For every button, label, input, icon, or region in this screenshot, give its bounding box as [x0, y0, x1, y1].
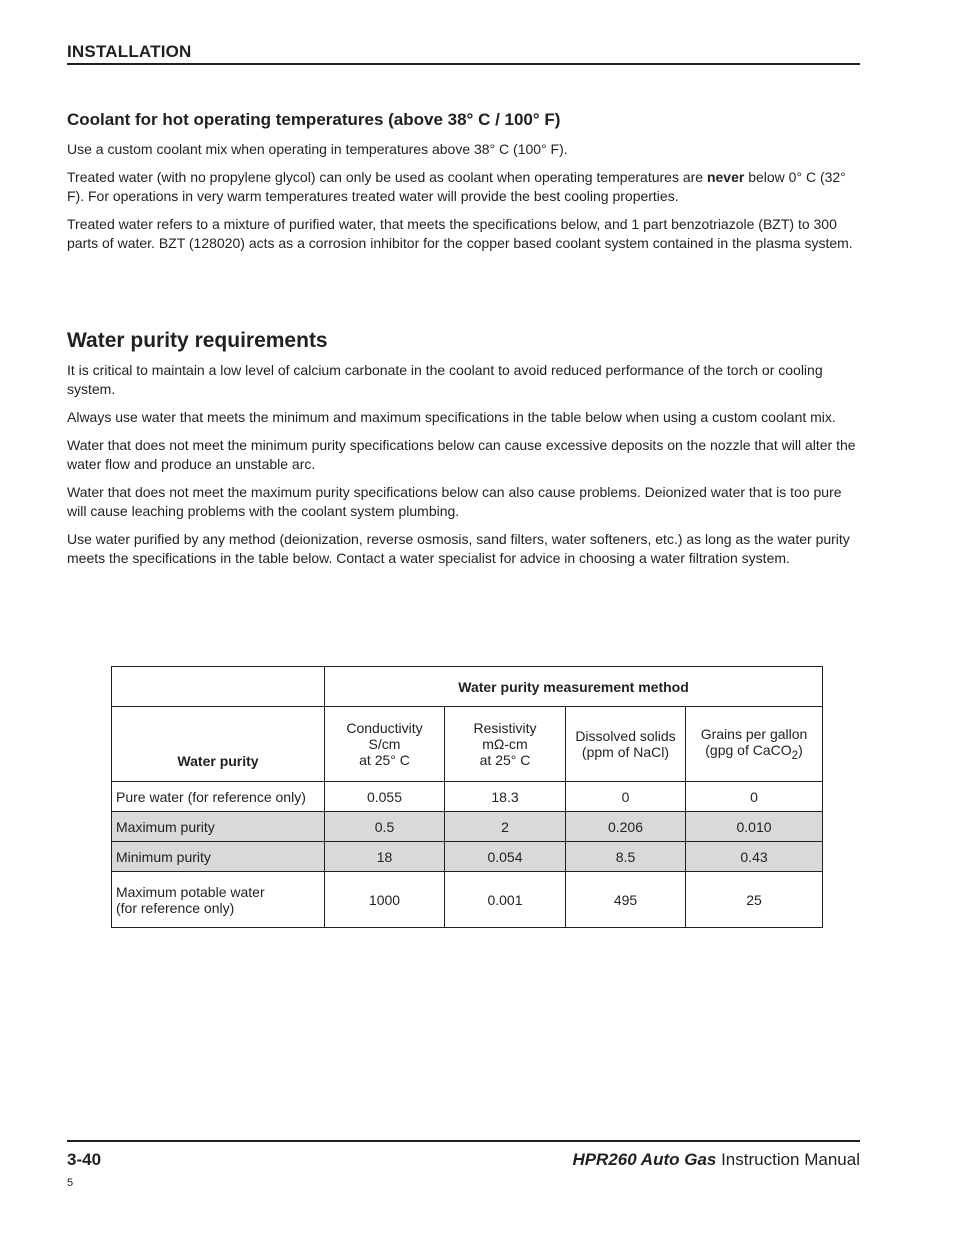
- row-label: [112, 872, 325, 928]
- product-name: HPR260 Auto Gas: [572, 1150, 717, 1169]
- table-row: [112, 782, 823, 812]
- purity-paragraph-2: Always use water that meets the minimum and maximum specifications in the table below when using a custom coolant mix.: [67, 409, 836, 425]
- coolant-paragraph-1: Use a custom coolant mix when operating in temperatures above 38° C (100° F).: [67, 141, 568, 157]
- resistivity-label: Resistivity: [473, 720, 537, 736]
- water-purity-row-header: Water purity: [112, 707, 325, 782]
- resistivity-header: [445, 707, 566, 782]
- row-label: Maximum purity: [112, 812, 325, 842]
- conductivity-unit: S/cm: [368, 736, 401, 752]
- cell-value: 0.001: [445, 872, 566, 928]
- cell-value: 2: [445, 812, 566, 842]
- cell-value: 8.5: [566, 842, 686, 872]
- empty-corner-cell: [112, 667, 325, 707]
- conductivity-header: [325, 707, 445, 782]
- coolant-p2-after: below 0° C (32° F). For operations in very warm temperatures treated water will provide the best cooling properties.: [67, 169, 846, 204]
- row-label-line-1: Maximum potable water: [116, 883, 265, 900]
- water-purity-heading: Water purity requirements: [67, 329, 328, 352]
- revision-number: 5: [67, 1177, 74, 1189]
- resistivity-temp: at 25° C: [479, 752, 531, 768]
- page-number: 3-40: [67, 1150, 102, 1169]
- coolant-heading: Coolant for hot operating temperatures (above 38° C / 100° F): [67, 110, 561, 129]
- purity-paragraph-4: Water that does not meet the maximum purity specifications below can also cause problems. Deionized water that is too pure will cause leaching problems with the coolant system plumbing.: [67, 484, 842, 519]
- dissolved-solids-unit: (ppm of NaCl): [581, 744, 670, 760]
- dissolved-solids-header: [566, 707, 686, 782]
- grains-unit: [690, 742, 818, 762]
- cell-value: 1000: [325, 872, 445, 928]
- water-purity-table: [111, 666, 823, 928]
- purity-paragraph-5: Use water purified by any method (deionization, reverse osmosis, sand filters, water softeners, etc.) as long as the water purity meets the specifications in the table below. Contact a water specialist for advice in choosing a water filtration system.: [67, 531, 850, 566]
- table-row: [112, 812, 823, 842]
- table-row: [112, 842, 823, 872]
- conductivity-temp: at 25° C: [359, 752, 410, 768]
- header-rule: [67, 63, 860, 65]
- cell-value: 0.206: [566, 812, 686, 842]
- main-content: [67, 110, 862, 577]
- coolant-paragraph-3: Treated water refers to a mixture of purified water, that meets the specifications below, and 1 part benzotriazole (BZT) to 300 parts of water. BZT (128020) acts as a corrosion inhibitor for the copper based coolant system contained in the plasma system.: [67, 216, 853, 251]
- cell-value: 0.010: [686, 812, 823, 842]
- grains-label: Grains per gallon: [700, 726, 808, 743]
- coolant-paragraph-2: [67, 168, 862, 206]
- manual-label: Instruction Manual: [716, 1150, 860, 1169]
- purity-paragraph-3: Water that does not meet the minimum purity specifications below can cause excessive deposits on the nozzle that will alter the water flow and produce an unstable arc.: [67, 437, 856, 472]
- row-label: Pure water (for reference only): [112, 782, 325, 812]
- cell-value: 0.055: [325, 782, 445, 812]
- dissolved-solids-label: Dissolved solids: [575, 728, 676, 744]
- coolant-p2-before: Treated water (with no propylene glycol) can only be used as coolant when operating temperatures are: [67, 169, 707, 185]
- table-column-header-row: [112, 707, 823, 782]
- section-header: INSTALLATION: [67, 42, 192, 61]
- grains-per-gallon-header: [686, 707, 823, 782]
- cell-value: 0.5: [325, 812, 445, 842]
- purity-paragraph-1: It is critical to maintain a low level of calcium carbonate in the coolant to avoid reduced performance of the torch or cooling system.: [67, 362, 823, 397]
- footer-rule: [67, 1140, 860, 1142]
- measurement-method-header: Water purity measurement method: [325, 667, 823, 707]
- cell-value: 0: [686, 782, 823, 812]
- row-label-line-2: (for reference only): [116, 899, 235, 916]
- cell-value: 0.054: [445, 842, 566, 872]
- cell-value: 0.43: [686, 842, 823, 872]
- grains-unit-text: (gpg of CaCO: [705, 742, 792, 759]
- grains-unit-close: ): [798, 742, 803, 759]
- row-label: Minimum purity: [112, 842, 325, 872]
- resistivity-unit: mΩ-cm: [482, 736, 528, 752]
- table-group-header-row: [112, 667, 823, 707]
- grains-unit-subscript: 2: [791, 748, 799, 762]
- conductivity-label: Conductivity: [346, 720, 423, 736]
- cell-value: 18: [325, 842, 445, 872]
- table-row: [112, 872, 823, 928]
- cell-value: 495: [566, 872, 686, 928]
- manual-title: [572, 1150, 860, 1170]
- cell-value: 25: [686, 872, 823, 928]
- cell-value: 18.3: [445, 782, 566, 812]
- coolant-p2-never: never: [706, 169, 745, 185]
- cell-value: 0: [566, 782, 686, 812]
